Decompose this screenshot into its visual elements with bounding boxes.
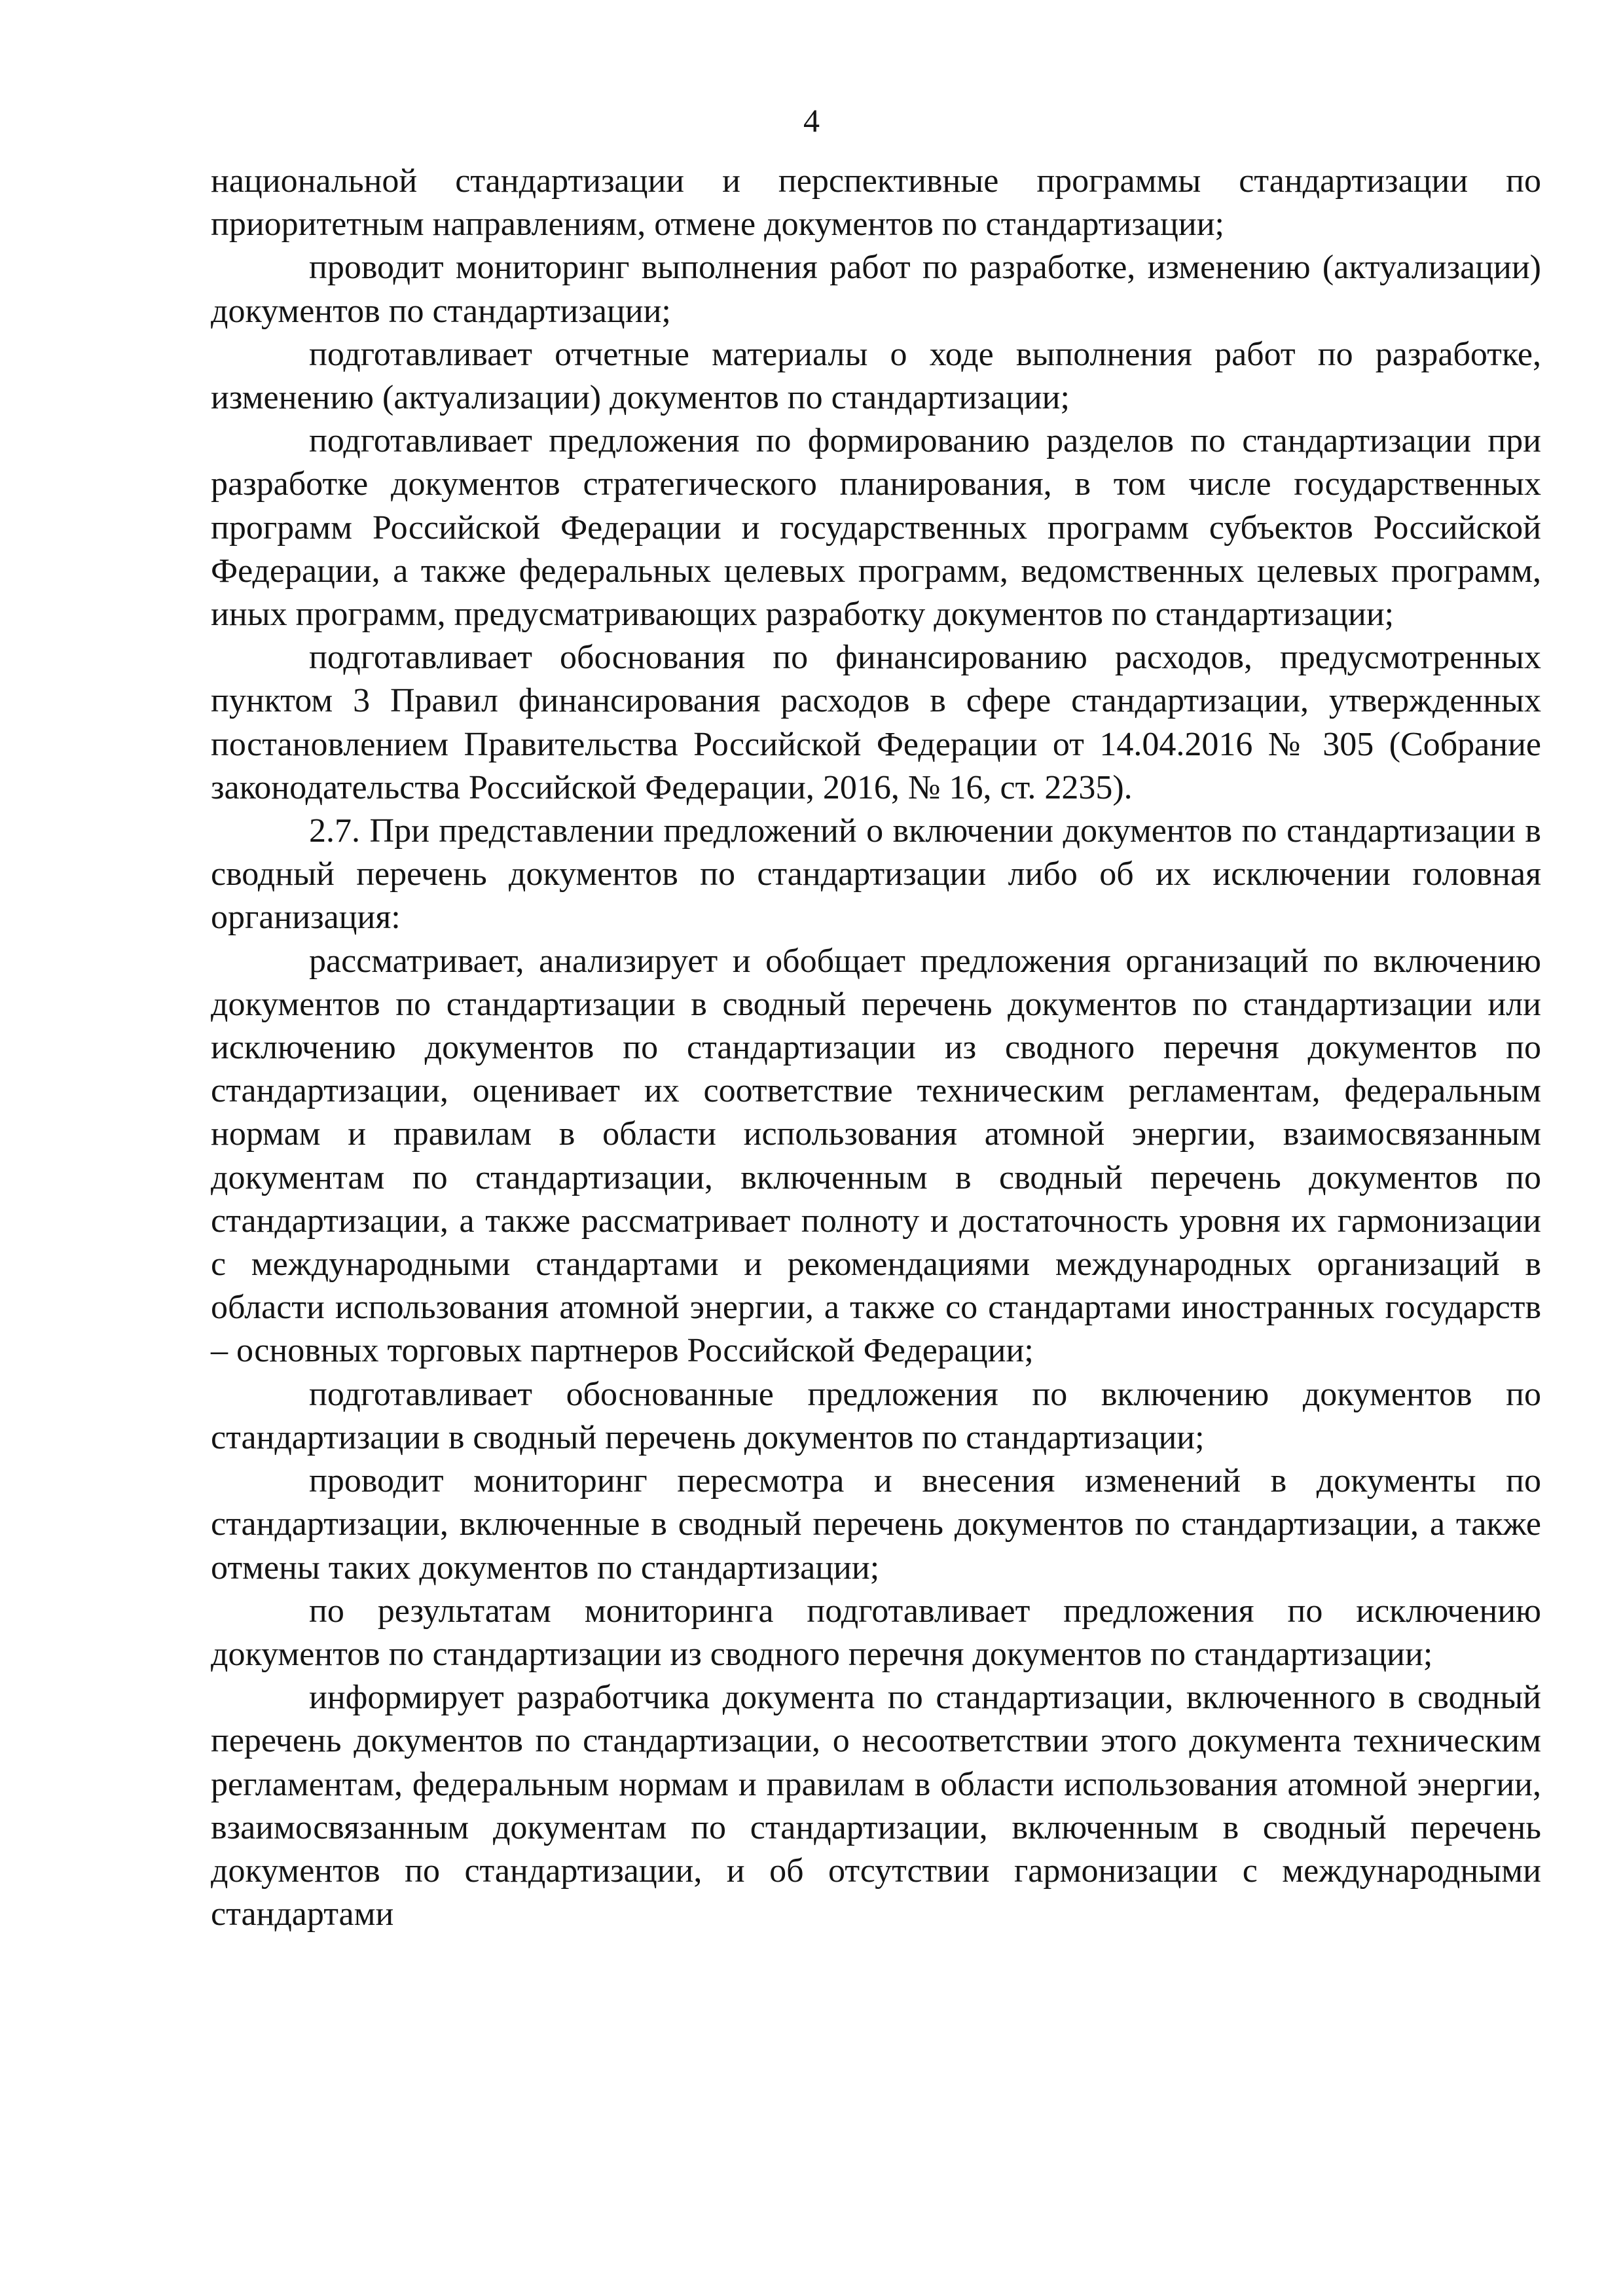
paragraph-financing: подготавливает обоснования по финансированию расходов, предусмотренных пунктом 3 Правил финансирования расходов в сфере стандартизации, утвержденных постановлением Правительства Российской Федерации от 14.04.2016 № 305 (Собрание законодательства Российской Федерации, 2016, № 16, ст. 2235).: [211, 639, 1541, 806]
paragraph-review-proposals: рассматривает, анализирует и обобщает предложения организаций по включению документов по стандартизации в сводный перечень документов по стандартизации или исключению документов по стандартизации из сводного перечня документов по стандартизации, оценивает их соответствие техническим регламентам, федеральным нормам и правилам в области использования атомной энергии, взаимосвязанным документам по стандартизации, включенным в сводный перечень документов по стандартизации, а также рассматривает полноту и достаточность уровня их гармонизации с международными стандартами и рекомендациями международных организаций в области использования атомной энергии, а также со стандартами иностранных государств – основных торговых партнеров Российской Федерации;: [211, 942, 1541, 1370]
paragraph-clause-2-7: 2.7. При представлении предложений о включении документов по стандартизации в сводный перечень документов по стандартизации либо об их исключении головная организация:: [211, 812, 1541, 937]
paragraph-exclusion-proposals: по результатам мониторинга подготавливает предложения по исключению документов по стандартизации из сводного перечня документов по стандартизации;: [211, 1592, 1541, 1673]
paragraph-inclusion-proposals: подготавливает обоснованные предложения по включению документов по стандартизации в сводный перечень документов по стандартизации;: [211, 1375, 1541, 1456]
paragraph-strategic-planning: подготавливает предложения по формированию разделов по стандартизации при разработке документов стратегического планирования, в том числе государственных программ Российской Федерации и государственных программ субъектов Российской Федерации, а также федеральных целевых программ, ведомственных целевых программ, иных программ, предусматривающих разработку документов по стандартизации;: [211, 422, 1541, 634]
page-number: 4: [803, 102, 820, 139]
paragraph-inform-developer: информирует разработчика документа по стандартизации, включенного в сводный перечень документов по стандартизации, о несоответствии этого документа техническим регламентам, федеральным нормам и правилам в области использования атомной энергии, взаимосвязанным документам по стандартизации, включенным в сводный перечень документов по стандартизации, и об отсутствии гармонизации с международными стандартами: [211, 1679, 1541, 1933]
paragraph-monitoring: проводит мониторинг выполнения работ по разработке, изменению (актуализации) документов по стандартизации;: [211, 249, 1541, 330]
paragraph-continuation: национальной стандартизации и перспективные программы стандартизации по приоритетным направлениям, отмене документов по стандартизации;: [211, 162, 1541, 243]
paragraph-reporting: подготавливает отчетные материалы о ходе выполнения работ по разработке, изменению (актуализации) документов по стандартизации;: [211, 335, 1541, 417]
paragraph-revision-monitoring: проводит мониторинг пересмотра и внесения изменений в документы по стандартизации, включенные в сводный перечень документов по стандартизации, а также отмены таких документов по стандартизации;: [211, 1462, 1541, 1587]
document-body: [211, 160, 1541, 1936]
